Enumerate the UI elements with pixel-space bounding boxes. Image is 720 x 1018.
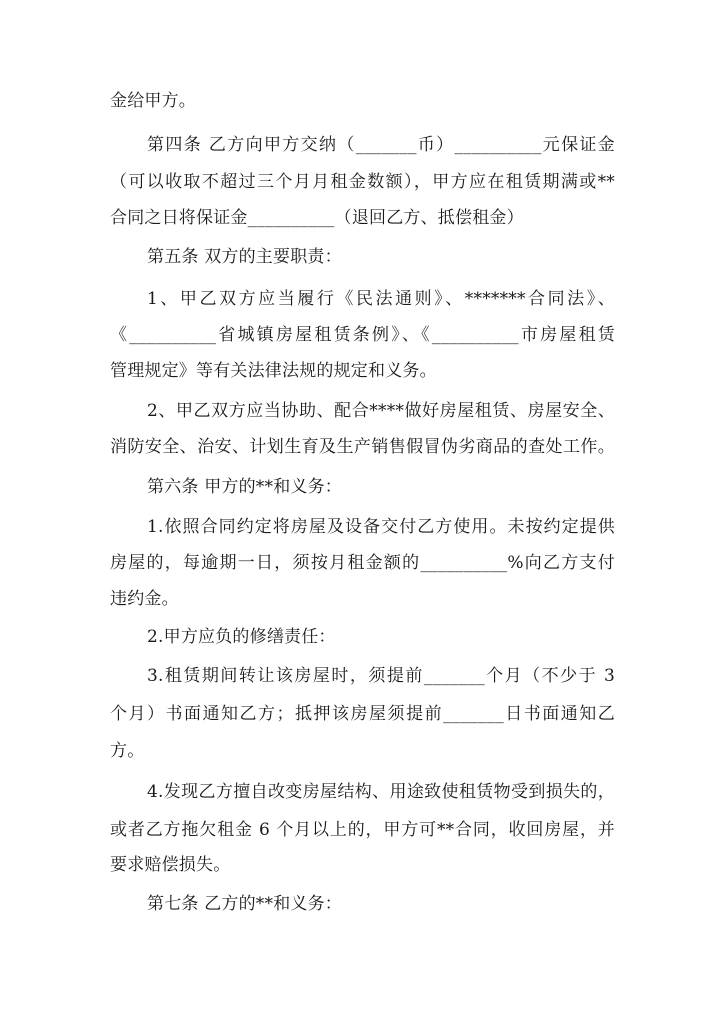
article-5-heading: 第五条 双方的主要职责：: [147, 247, 342, 267]
article-6-heading: 第六条 甲方的**和义务：: [147, 477, 343, 497]
text-line: 3.租赁期间转让该房屋时，须提前_______个月（不少于 3: [147, 666, 615, 686]
text-line: 或者乙方拖欠租金 6 个月以上的，甲方可**合同，收回房屋，并: [110, 820, 615, 840]
text-line: 消防安全、治安、计划生育及生产销售假冒伪劣商品的查处工作。: [110, 437, 615, 457]
text-line: 2、甲乙双方应当协助、配合****做好房屋租赁、房屋安全、: [147, 401, 615, 421]
text-line: 方。: [110, 741, 145, 761]
text-line: 合同之日将保证金__________（退回乙方、抵偿租金）: [110, 208, 524, 228]
text-line: 4.发现乙方擅自改变房屋结构、用途致使租赁物受到损失的，: [147, 782, 615, 802]
text-line: 金给甲方。: [110, 91, 196, 111]
text-line: 房屋的，每逾期一日，须按月租金额的__________%向乙方支付: [110, 553, 615, 573]
article-7-heading: 第七条 乙方的**和义务：: [147, 894, 343, 914]
text-line: 违约金。: [110, 589, 179, 609]
text-line: 《__________省城镇房屋租赁条例》、《__________市房屋租赁: [110, 325, 615, 345]
text-line: 要求赔偿损失。: [110, 855, 231, 875]
text-line: 1、甲乙双方应当履行《民法通则》、*******合同法》、: [147, 289, 615, 309]
text-line: 1.依照合同约定将房屋及设备交付乙方使用。未按约定提供: [147, 517, 615, 537]
text-line: （可以收取不超过三个月月租金数额），甲方应在租赁期满或**: [110, 172, 615, 192]
text-line: 个月）书面通知乙方；抵押该房屋须提前_______日书面通知乙: [110, 704, 615, 724]
text-line: 管理规定》等有关法律法规的规定和义务。: [110, 361, 437, 381]
text-line: 2.甲方应负的修缮责任：: [147, 627, 336, 647]
article-4-heading-line: 第四条 乙方向甲方交纳（_______币）__________元保证金: [147, 135, 615, 155]
